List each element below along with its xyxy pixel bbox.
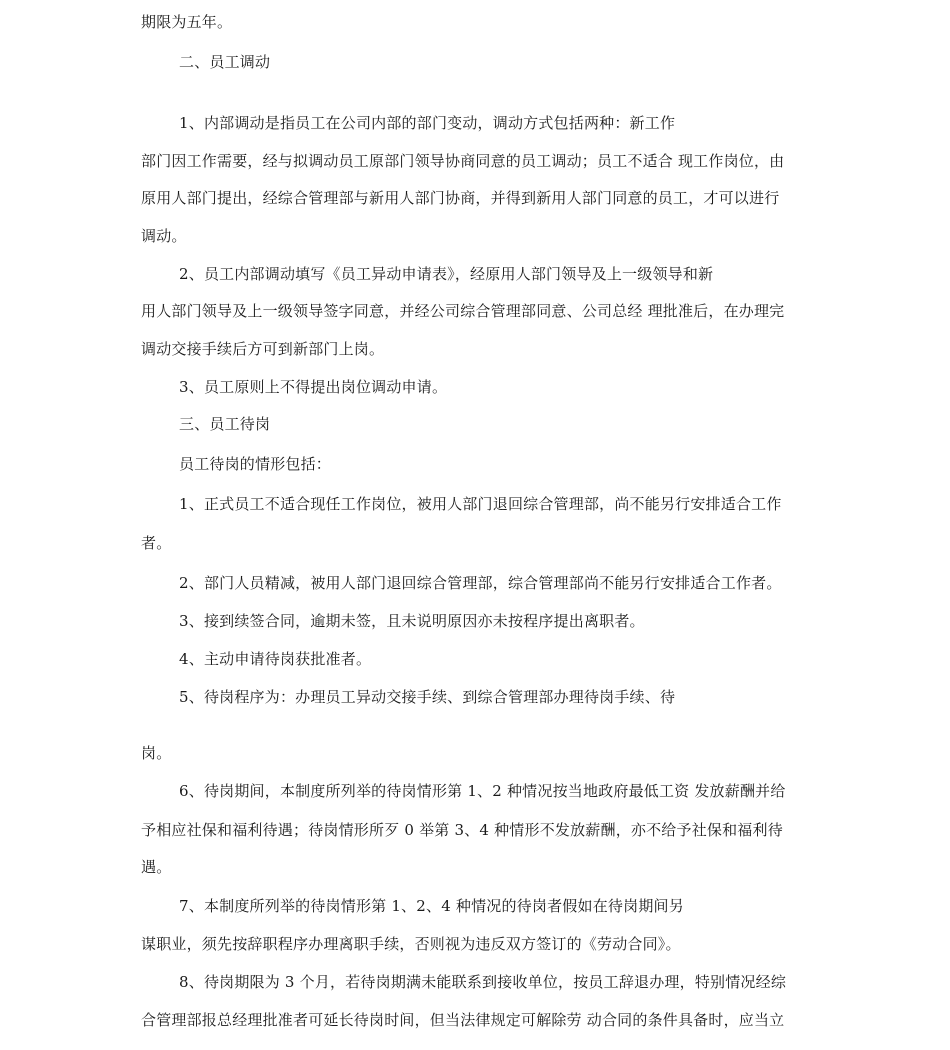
text-line: 遇。 [141,858,172,876]
text-line: 合管理部报总经理批准者可延长待岗时间，但当法律规定可解除劳 动合同的条件具备时，应当立 [141,1011,785,1029]
text-line: 原用人部门提出，经综合管理部与新用人部门协商，并得到新用人部门同意的员工，才可以进行 [141,189,780,207]
text-line: 8、待岗期限为 3 个月，若待岗期满未能联系到接收单位，按员工辞退办理，特别情况经综 [179,973,787,991]
text-line: 员工待岗的情形包括： [179,455,332,473]
text-line: 用人部门领导及上一级领导签字同意，并经公司综合管理部同意、公司总经 理批准后，在办理完 [141,302,785,320]
text-line: 岗。 [141,744,172,762]
section-heading: 二、员工调动 [179,53,271,71]
text-line: 予相应社保和福利待遇；待岗情形所歹 0 举第 3、4 种情形不发放薪酬，亦不给予社保和福利待 [141,821,783,839]
text-line: 4、主动申请待岗获批准者。 [179,650,372,668]
text-line: 1、内部调动是指员工在公司内部的部门变动，调动方式包括两种：新工作 [179,114,676,132]
text-line: 调动。 [141,227,187,245]
text-line: 期限为五年。 [141,13,233,31]
text-line: 3、接到续签合同，逾期未签，且未说明原因亦未按程序提出离职者。 [179,612,645,630]
text-line: 7、本制度所列举的待岗情形第 1、2、4 种情况的待岗者假如在待岗期间另 [179,897,684,915]
text-line: 6、待岗期间，本制度所列举的待岗情形第 1、2 种情况按当地政府最低工资 发放薪酬并给 [179,782,786,800]
text-line: 1、正式员工不适合现任工作岗位，被用人部门退回综合管理部，尚不能另行安排适合工作 [179,495,782,513]
text-line: 调动交接手续后方可到新部门上岗。 [141,340,385,358]
text-line: 5、待岗程序为：办理员工异动交接手续、到综合管理部办理待岗手续、待 [179,688,676,706]
section-heading: 三、员工待岗 [179,415,271,433]
text-line: 谋职业，须先按辞职程序办理离职手续，否则视为违反双方签订的《劳动合同》。 [141,935,681,953]
text-line: 者。 [141,534,172,552]
text-line: 部门因工作需要，经与拟调动员工原部门领导协商同意的员工调动；员工不适合 现工作岗位，由 [141,152,785,170]
text-line: 3、员工原则上不得提出岗位调动申请。 [179,378,448,396]
text-line: 2、员工内部调动填写《员工异动申请表》，经原用人部门领导及上一级领导和新 [179,265,714,283]
text-line: 2、部门人员精减，被用人部门退回综合管理部，综合管理部尚不能另行安排适合工作者。 [179,574,782,592]
